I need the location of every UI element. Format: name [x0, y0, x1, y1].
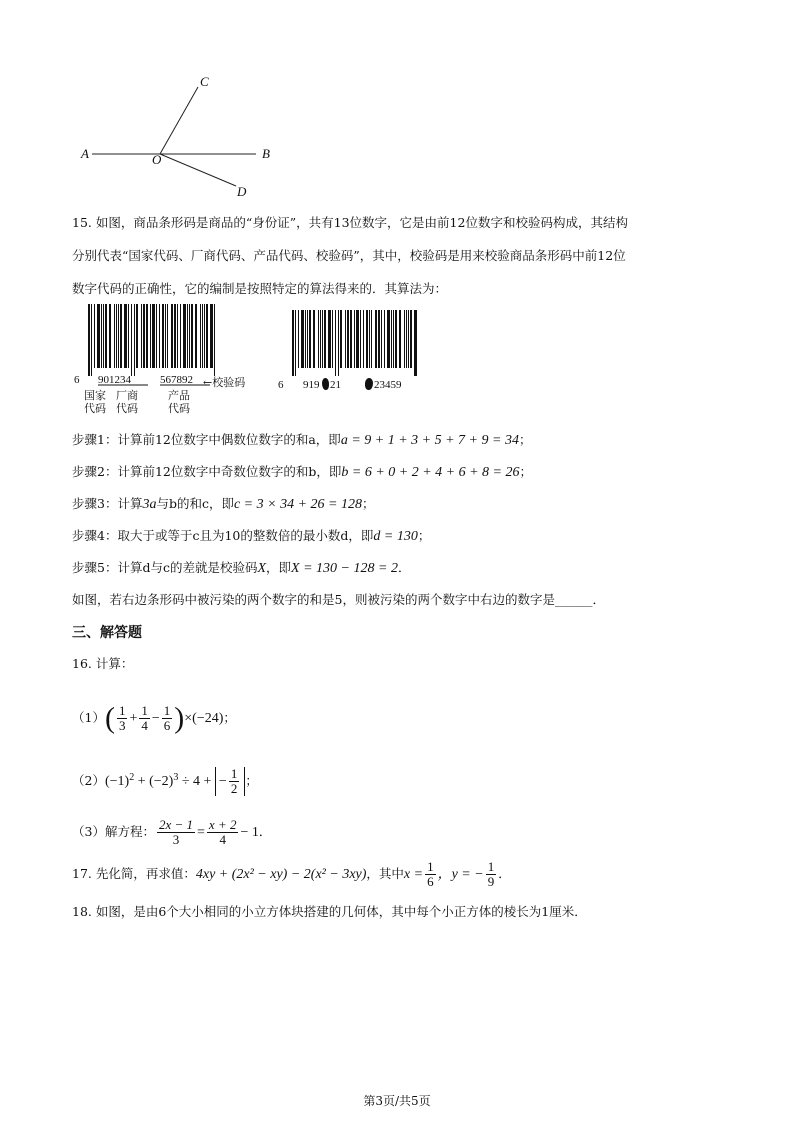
q16-part1: （1）( $\frac{1}{3}$ + $\frac{1}{4}$ − $\frac{1}{6}$ )×(−24)； — [72, 701, 236, 735]
barcode-bar — [371, 310, 372, 368]
barcode-bar — [320, 310, 321, 368]
barcode-bar — [301, 310, 304, 368]
barcode-bar — [214, 304, 215, 376]
barcode-bar — [338, 310, 339, 376]
barcode-bar — [141, 304, 142, 368]
barcode-right — [290, 310, 422, 378]
barcode-bar — [191, 304, 193, 368]
barcode-bar — [146, 304, 148, 368]
q15-line1: 15. 如图，商品条形码是商品的“身份证”，共有13位数字，它是由前12位数字和校验码构成，其结构 — [72, 215, 628, 230]
barcode-bar — [91, 304, 92, 376]
barcode-left — [86, 304, 226, 378]
barcode-bar — [97, 304, 100, 368]
barcode-bar — [408, 310, 409, 368]
page-footer: 第3页/共5页 — [363, 1094, 431, 1108]
barcode-right-right-digits: 23459 — [374, 379, 402, 391]
barcode-bar — [180, 304, 181, 368]
barcode-bar — [200, 304, 201, 368]
barcode-right-first-digit: 6 — [278, 379, 284, 391]
barcode-bar — [324, 310, 326, 368]
smudge-mark-1 — [322, 378, 329, 390]
step-1: 步骤1：计算前12位数字中偶数位数字的和a，即a = 9 + 1 + 3 + 5 + 7 + 9 = 34； — [72, 432, 532, 448]
barcode-bar — [292, 310, 294, 376]
barcode-bar — [171, 304, 173, 368]
barcode-bar — [88, 304, 90, 376]
barcode-bar — [309, 310, 311, 368]
barcode-bar — [295, 310, 296, 376]
barcode-bar — [134, 304, 135, 376]
barcode-bar — [162, 304, 164, 368]
barcode-bar — [174, 304, 176, 368]
barcode-bar — [202, 304, 203, 368]
barcode-bar — [150, 304, 151, 368]
barcode-bar — [347, 310, 349, 368]
barcode-bar — [335, 310, 336, 376]
barcode-bar — [109, 304, 111, 368]
label-country-code: 国家 代码 — [84, 389, 106, 415]
barcode-bar — [101, 304, 102, 368]
barcode-bar — [381, 310, 382, 368]
step-3: 步骤3：计算3a与b的和c，即c = 3 × 34 + 26 = 128； — [72, 496, 375, 512]
barcode-bar — [313, 310, 315, 368]
barcode-bar — [375, 310, 377, 368]
label-b: B — [262, 146, 270, 161]
barcode-bar — [152, 304, 155, 368]
label-a: A — [81, 146, 89, 161]
barcode-bar — [116, 304, 117, 368]
barcode-left-first-digit: 6 — [74, 374, 80, 386]
barcode-bar — [399, 310, 401, 368]
barcode-bar — [167, 304, 168, 368]
q16-part2: $(2)(-1)^2 + (-2)^3 \div 4$ + − $\frac{1}{2}$ ； — [72, 766, 258, 797]
label-d: D — [237, 184, 247, 199]
barcode-bar — [414, 310, 417, 376]
barcode-bar — [393, 310, 394, 368]
step-2: 步骤2：计算前12位数字中奇数位数字的和b，即b = 6 + 0 + 2 + 4 + 6 + 8 = 26； — [72, 464, 533, 480]
q17: 17. 先化简，再求值：4xy + (2x² − xy) − 2(x² − 3xy)，其中x = $\frac{1}{6}$ ，y = − $\frac{1}{9}$ ． — [72, 859, 511, 889]
angle-figure — [70, 70, 290, 200]
barcode-bar — [410, 310, 412, 368]
barcode-bar — [136, 304, 138, 368]
step-4: 步骤4：取大于或等于c且为10的整数倍的最小数d，即d = 130； — [72, 528, 431, 544]
ray-oc — [160, 87, 198, 154]
barcode-bar — [318, 310, 319, 368]
step-5: 步骤5：计算d与c的差就是校验码X，即X = 130 − 128 = 2． — [72, 560, 411, 576]
q15-line2: 分别代表“国家代码、厂商代码、产品代码、校验码”，其中，校验码是用来校验商品条形码中前12位 — [72, 248, 626, 263]
section-title: 三、解答题 — [72, 625, 142, 641]
barcode-bar — [378, 310, 380, 368]
barcode-bar — [105, 304, 107, 368]
barcode-bar — [395, 310, 397, 368]
barcode-bar — [124, 304, 127, 368]
barcode-bar — [328, 310, 331, 368]
barcode-bar — [366, 310, 368, 368]
barcode-bar — [183, 304, 186, 368]
label-product-code: 产品 代码 — [168, 389, 190, 415]
barcode-bar — [120, 304, 122, 368]
barcode-bar — [298, 310, 299, 368]
barcode-bar — [340, 310, 342, 368]
q18: 18. 如图，是由6个大小相同的小立方体块搭建的几何体，其中每个小正方体的棱长为1厘米． — [72, 904, 587, 919]
barcode-bar — [165, 304, 166, 368]
barcode-left-maker-digits: 901234 — [98, 374, 131, 386]
barcode-bar — [128, 304, 129, 368]
ray-od — [160, 154, 236, 186]
barcode-bar — [94, 304, 95, 368]
label-o: O — [152, 152, 162, 167]
barcode-bar — [159, 304, 160, 368]
label-maker-code: 厂商 代码 — [116, 389, 138, 415]
barcode-left-product-digits: 567892 — [160, 374, 193, 386]
barcode-bar — [363, 310, 364, 368]
barcode-bar — [350, 310, 352, 368]
barcode-bar — [187, 304, 188, 368]
q16-part3: （3）解方程： $\frac{2x - 1}{3}$ = $\frac{x + 2}{4}$ − 1． — [72, 817, 272, 847]
barcode-bar — [332, 310, 333, 368]
barcode-bar — [384, 310, 385, 368]
label-c: C — [200, 74, 209, 89]
barcode-bar — [307, 310, 308, 368]
barcode-bar — [118, 304, 119, 368]
barcode-bar — [114, 304, 115, 368]
barcode-bar — [103, 304, 104, 368]
barcode-bar — [210, 304, 213, 368]
barcode-bar — [356, 310, 359, 368]
barcode-right-mid-digits-2: 21 — [330, 379, 341, 391]
barcode-bar — [156, 304, 157, 368]
barcode-bar — [177, 304, 178, 368]
q15-line3: 数字代码的正确性，它的编制是按照特定的算法得来的．其算法为： — [72, 281, 448, 296]
barcode-bar — [143, 304, 145, 368]
barcode-bar — [369, 310, 370, 368]
barcode-bar — [305, 310, 306, 368]
check-digit-arrow-label: ←校验码 — [203, 376, 246, 389]
barcode-bar — [204, 304, 205, 368]
q16-title: 16. 计算： — [72, 656, 134, 671]
smudge-mark-2 — [365, 378, 373, 390]
barcode-bar — [189, 304, 190, 368]
q15-question: 如图，若右边条形码中被污染的两个数字的和是5，则被污染的两个数字中右边的数字是______． — [72, 592, 605, 607]
barcode-right-mid-digits: 919 — [303, 379, 320, 391]
barcode-bar — [354, 310, 355, 368]
barcode-bar — [131, 304, 132, 376]
barcode-bar — [387, 310, 390, 368]
barcode-bar — [406, 310, 407, 368]
barcode-bar — [360, 310, 361, 368]
barcode-bar — [195, 304, 197, 368]
barcode-bar — [345, 310, 346, 368]
barcode-bar — [206, 304, 208, 368]
barcode-bar — [391, 310, 392, 368]
barcode-bar — [404, 310, 405, 368]
barcode-bar — [322, 310, 323, 368]
